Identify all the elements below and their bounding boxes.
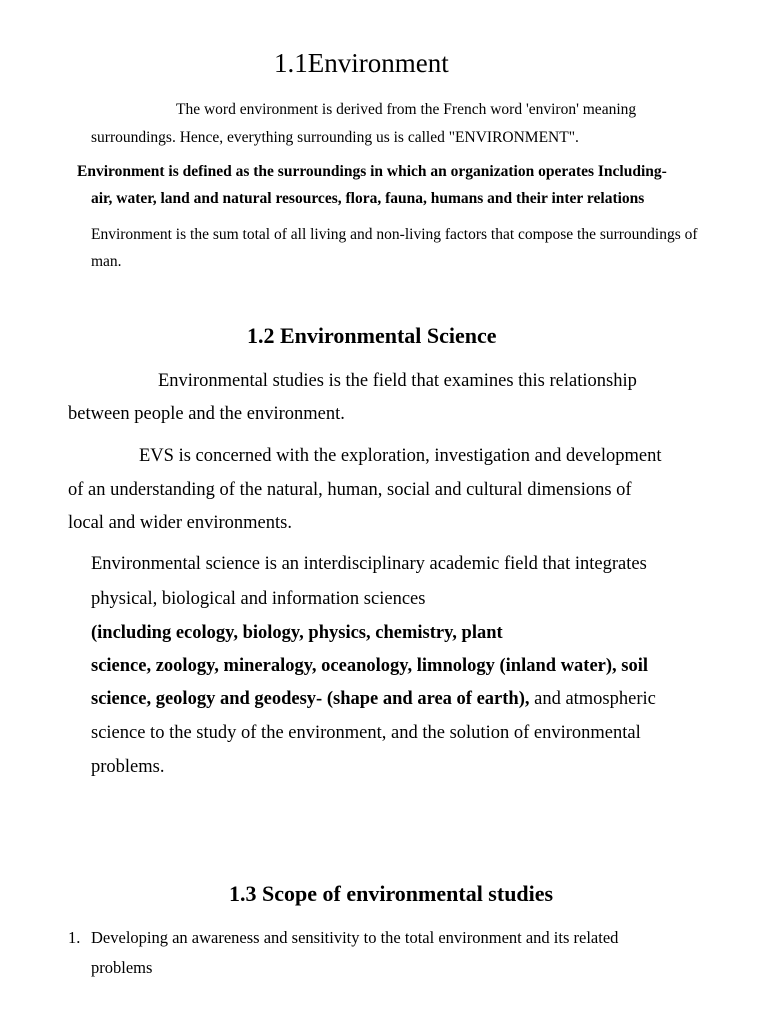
section-1-2-para3-line5 (91, 687, 656, 711)
section-1-2-para3-line2: physical, biological and information sciences (91, 589, 426, 609)
list-item-line2: problems (91, 958, 153, 977)
section-1-1-para2-line2: air, water, land and natural resources, flora, fauna, humans and their inter relations (91, 190, 645, 207)
section-1-3-heading: 1.3 Scope of environmental studies (229, 881, 554, 906)
list-item-line1: Developing an awareness and sensitivity to the total environment and its related (91, 928, 619, 947)
section-1-2-para3-line7: problems. (91, 757, 165, 777)
section-1-2-para3-line4: science, zoology, mineralogy, oceanology, limnology (inland water), soil (91, 656, 649, 676)
section-1-1-para1-line2: surroundings. Hence, everything surrounding us is called "ENVIRONMENT". (91, 129, 579, 146)
section-1-2-para3-line1: Environmental science is an interdisciplinary academic field that integrates (91, 554, 647, 574)
section-1-2-para3-line5-rest: and atmospheric (529, 689, 656, 709)
section-1-2-para2-line3: local and wider environments. (68, 513, 292, 533)
section-1-2-para1-line2: between people and the environment. (68, 404, 345, 424)
section-1-1-para2-line1: Environment is defined as the surroundings in which an organization operates Including- (77, 163, 667, 180)
section-1-2-para3-line6: science to the study of the environment, and the solution of environmental (91, 723, 641, 743)
section-1-2-para3-line5-bold: science, geology and geodesy- (shape and area of earth), (91, 689, 530, 709)
section-1-1-para3-line2: man. (91, 253, 122, 270)
section-1-2-para2-line1: EVS is concerned with the exploration, investigation and development (139, 446, 662, 466)
section-1-2-para3-line3: (including ecology, biology, physics, chemistry, plant (91, 623, 503, 643)
list-item-marker: 1. (68, 928, 81, 947)
section-1-1-heading: 1.1Environment (274, 48, 449, 78)
section-1-2-para1-line1: Environmental studies is the field that examines this relationship (158, 371, 637, 391)
section-1-1-para3-line1: Environment is the sum total of all living and non-living factors that compose the surroundings of (91, 226, 698, 243)
section-1-1-para1-line1: The word environment is derived from the French word 'environ' meaning (176, 101, 637, 118)
section-1-2-para2-line2: of an understanding of the natural, human, social and cultural dimensions of (68, 480, 632, 500)
section-1-2-heading: 1.2 Environmental Science (247, 323, 497, 348)
